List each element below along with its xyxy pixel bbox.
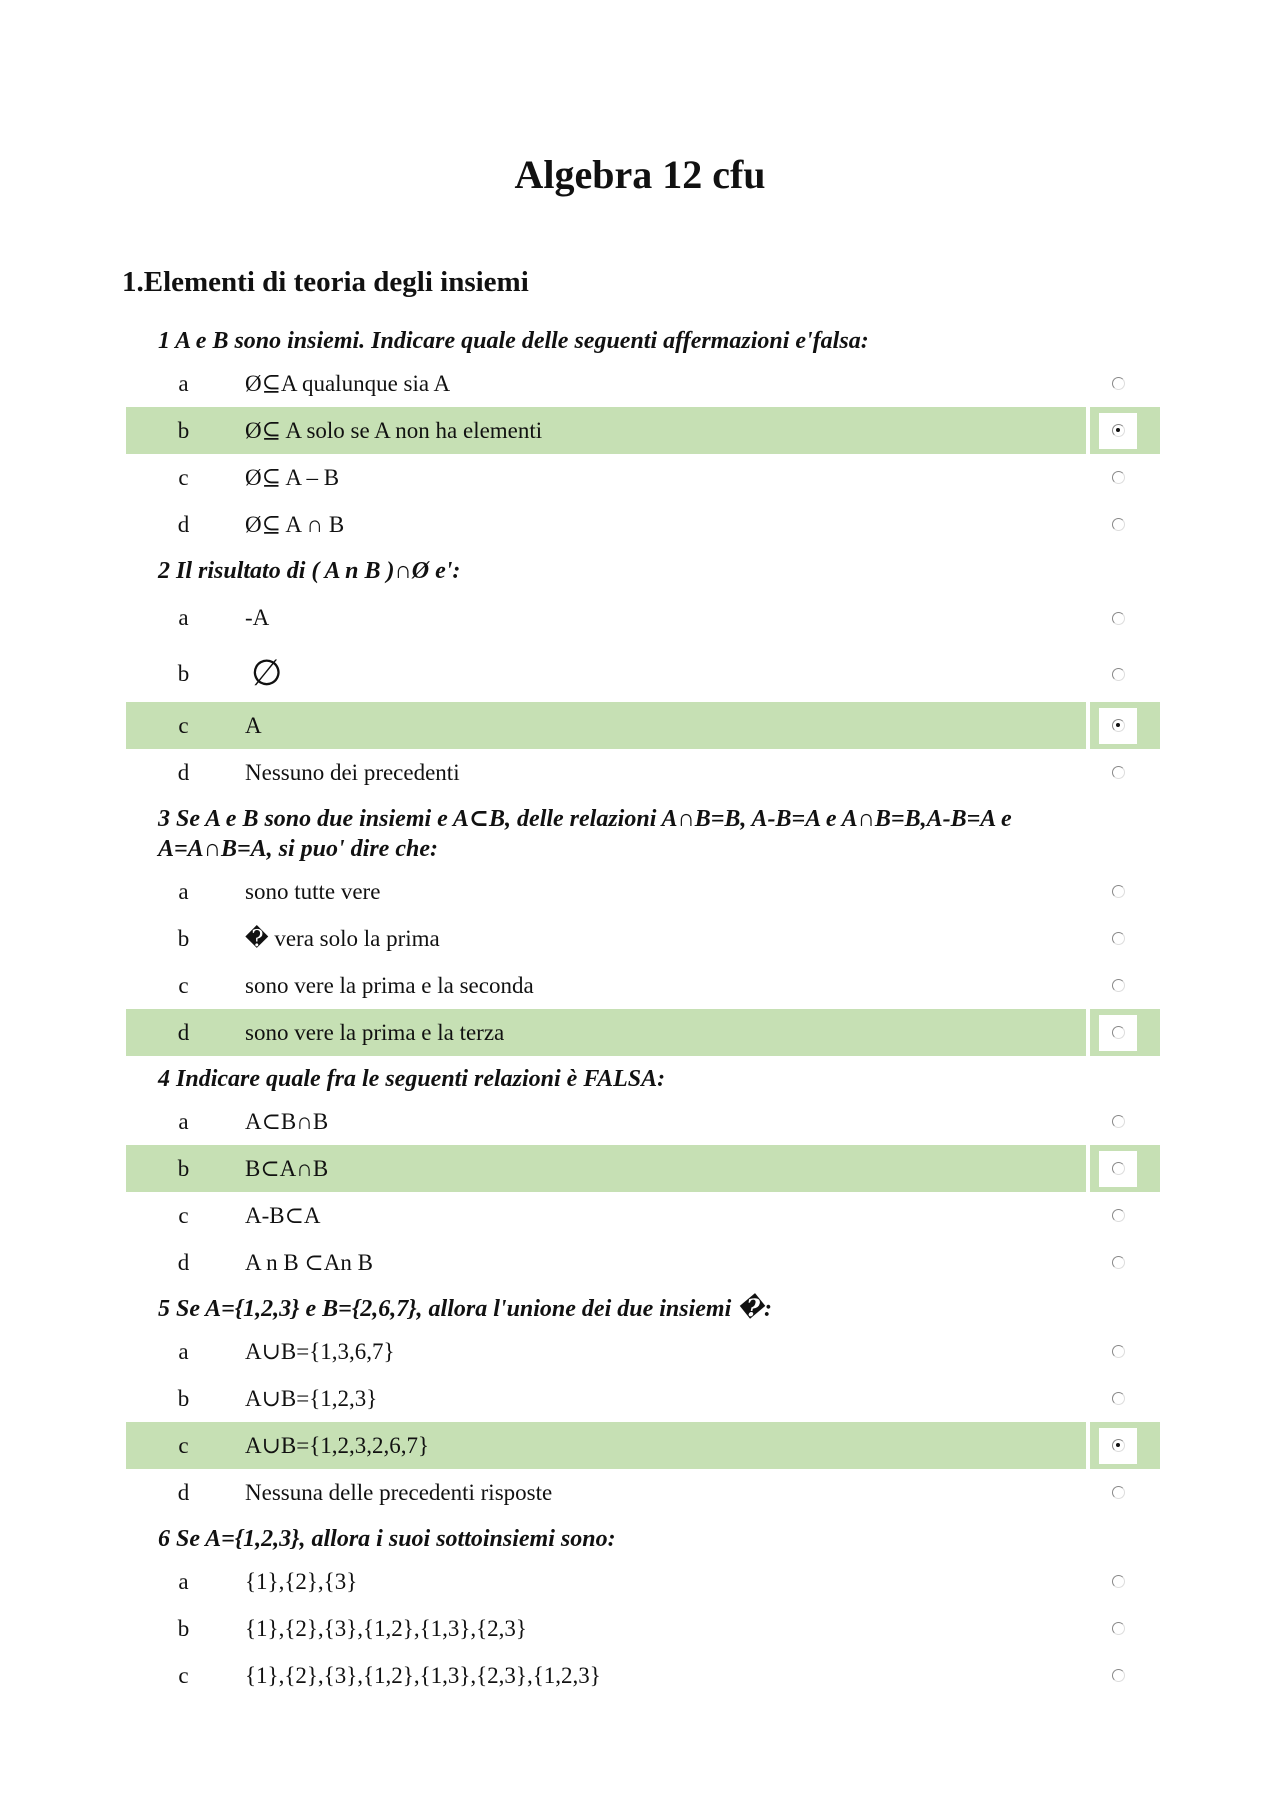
radio-cell	[1090, 1375, 1156, 1422]
option-row-d[interactable]	[126, 749, 1160, 796]
option-row-a[interactable]	[126, 360, 1160, 407]
radio-box	[1099, 874, 1137, 910]
option-letter: b	[177, 1385, 190, 1411]
radio-cell	[1090, 1192, 1156, 1239]
question-text: 3 Se A e B sono due insiemi e A⊂B, delle relazioni A∩B=B, A-B=A e A∩B=B,A-B=A e A=A∩B=A, si puo' dire che:	[158, 806, 1012, 862]
radio-box	[1099, 413, 1137, 449]
section-title: 1.Elementi di teoria degli insiemi	[122, 266, 529, 298]
radio-button[interactable]	[1112, 979, 1125, 992]
radio-button[interactable]	[1112, 377, 1125, 390]
option-row-a[interactable]	[126, 1558, 1160, 1605]
option-label: sono vere la prima e la seconda	[245, 972, 534, 998]
option-row-b[interactable]	[126, 1375, 1160, 1422]
radio-cell	[1090, 1145, 1156, 1192]
radio-box	[1099, 1104, 1137, 1140]
option-row-c[interactable]	[126, 1192, 1160, 1239]
radio-button[interactable]	[1112, 719, 1125, 732]
option-row-a[interactable]	[126, 1098, 1160, 1145]
radio-box	[1099, 1564, 1137, 1600]
radio-button[interactable]	[1112, 471, 1125, 484]
question-1	[0, 318, 1280, 548]
option-label: A n B ⊂An B	[245, 1249, 373, 1275]
option-label: A∪B={1,3,6,7}	[245, 1338, 395, 1364]
radio-button[interactable]	[1112, 1026, 1125, 1039]
option-row-a[interactable]	[126, 868, 1160, 915]
option-text	[241, 1328, 1086, 1375]
option-letter: d	[177, 1479, 190, 1505]
radio-button[interactable]	[1112, 1486, 1125, 1499]
radio-button[interactable]	[1112, 1439, 1125, 1452]
option-letter: c	[178, 1432, 189, 1458]
option-row-b[interactable]	[126, 1605, 1160, 1652]
radio-box	[1099, 1611, 1137, 1647]
option-row-d[interactable]	[126, 1239, 1160, 1286]
option-text	[241, 501, 1086, 548]
option-letter: c	[178, 972, 189, 998]
radio-button[interactable]	[1112, 1115, 1125, 1128]
radio-cell	[1090, 1469, 1156, 1516]
option-text	[241, 915, 1086, 962]
question-5	[0, 1286, 1280, 1516]
option-text	[241, 1605, 1086, 1652]
radio-cell	[1090, 590, 1156, 646]
option-label: Ø⊆ A solo se A non ha elementi	[245, 417, 543, 443]
option-label: Ø⊆ A ∩ B	[245, 511, 345, 537]
option-text	[241, 1422, 1086, 1469]
option-letter: a	[178, 370, 189, 396]
option-text	[241, 360, 1086, 407]
option-text	[241, 1192, 1086, 1239]
question-4	[0, 1056, 1280, 1286]
option-letter: b	[177, 1155, 190, 1181]
radio-box	[1099, 1381, 1137, 1417]
option-row-c[interactable]	[126, 962, 1160, 1009]
radio-cell	[1090, 702, 1156, 749]
radio-box	[1099, 460, 1137, 496]
radio-button[interactable]	[1112, 1392, 1125, 1405]
empty-set-symbol: ∅	[251, 653, 283, 694]
option-letter: c	[178, 712, 189, 738]
radio-button[interactable]	[1112, 1345, 1125, 1358]
option-label: B⊂A∩B	[245, 1155, 329, 1181]
option-label: Ø⊆ A – B	[245, 464, 340, 490]
option-text	[241, 749, 1086, 796]
radio-button[interactable]	[1112, 932, 1125, 945]
radio-cell	[1090, 962, 1156, 1009]
radio-cell	[1090, 1009, 1156, 1056]
option-letter: b	[177, 661, 190, 686]
option-row-b[interactable]	[126, 915, 1160, 962]
option-letter: d	[177, 1019, 190, 1045]
option-letter: b	[177, 1615, 190, 1641]
option-letter: a	[178, 1338, 189, 1364]
option-letter: b	[177, 417, 190, 443]
radio-box	[1099, 1015, 1137, 1051]
option-text	[241, 1239, 1086, 1286]
question-6	[0, 1516, 1280, 1699]
option-text	[241, 590, 1086, 646]
option-text	[241, 1558, 1086, 1605]
option-letter: c	[178, 1202, 189, 1228]
radio-button[interactable]	[1112, 885, 1125, 898]
option-text	[241, 1145, 1086, 1192]
radio-box	[1099, 1334, 1137, 1370]
option-label: A∪B={1,2,3}	[245, 1385, 378, 1411]
option-label: {1},{2},{3},{1,2},{1,3},{2,3}	[245, 1615, 527, 1641]
radio-cell	[1090, 1328, 1156, 1375]
radio-cell	[1090, 1558, 1156, 1605]
option-letter: a	[178, 605, 189, 630]
radio-cell	[1090, 1239, 1156, 1286]
radio-button[interactable]	[1112, 668, 1125, 681]
radio-button[interactable]	[1112, 1669, 1125, 1682]
option-label: A⊂B∩B	[245, 1108, 329, 1134]
question-list	[0, 318, 1280, 1699]
radio-button[interactable]	[1112, 1209, 1125, 1222]
option-row-c[interactable]	[126, 1422, 1160, 1469]
question-2	[0, 548, 1280, 796]
option-row-c[interactable]	[126, 702, 1160, 749]
radio-cell	[1090, 1422, 1156, 1469]
radio-box	[1099, 755, 1137, 791]
radio-cell	[1090, 1652, 1156, 1699]
option-text	[241, 962, 1086, 1009]
radio-button[interactable]	[1112, 1575, 1125, 1588]
radio-cell	[1090, 501, 1156, 548]
option-label: sono vere la prima e la terza	[245, 1019, 505, 1045]
option-label: Ø⊆A qualunque sia A	[245, 370, 451, 396]
option-label: Nessuno dei precedenti	[245, 759, 460, 785]
option-row-a[interactable]	[126, 590, 1160, 646]
radio-box	[1099, 1428, 1137, 1464]
option-text	[241, 868, 1086, 915]
option-text	[241, 1469, 1086, 1516]
radio-cell	[1090, 646, 1156, 702]
option-label: sono tutte vere	[245, 878, 381, 904]
option-text	[241, 702, 1086, 749]
radio-cell	[1090, 1605, 1156, 1652]
question-text: 1 A e B sono insiemi. Indicare quale delle seguenti affermazioni e'falsa:	[158, 328, 869, 354]
radio-button[interactable]	[1112, 518, 1125, 531]
radio-box	[1099, 708, 1137, 744]
question-text: 2 Il risultato di ( A n B )∩Ø e':	[158, 558, 461, 584]
radio-box	[1099, 921, 1137, 957]
option-text	[241, 454, 1086, 501]
option-row-d[interactable]	[126, 1009, 1160, 1056]
option-letter: d	[177, 759, 190, 785]
option-label: -A	[245, 605, 270, 630]
radio-button[interactable]	[1112, 424, 1125, 437]
radio-box	[1099, 1475, 1137, 1511]
option-label: � vera solo la prima	[245, 925, 440, 951]
question-text: 6 Se A={1,2,3}, allora i suoi sottoinsiemi sono:	[158, 1526, 616, 1552]
radio-button[interactable]	[1112, 1256, 1125, 1269]
radio-box	[1099, 600, 1137, 636]
question-text: 5 Se A={1,2,3} e B={2,6,7}, allora l'unione dei due insiemi �:	[158, 1296, 772, 1322]
option-label: A	[245, 712, 262, 738]
option-text	[241, 646, 1086, 702]
radio-box	[1099, 1151, 1137, 1187]
option-text	[241, 407, 1086, 454]
option-row-d[interactable]	[126, 501, 1160, 548]
option-label: A-B⊂A	[245, 1202, 321, 1228]
option-row-a[interactable]	[126, 1328, 1160, 1375]
option-label: {1},{2},{3}	[245, 1568, 358, 1594]
option-row-b[interactable]	[126, 646, 1160, 702]
option-text	[241, 1098, 1086, 1145]
radio-box	[1099, 1245, 1137, 1281]
radio-cell	[1090, 868, 1156, 915]
radio-cell	[1090, 407, 1156, 454]
option-text	[241, 1652, 1086, 1699]
radio-button[interactable]	[1112, 612, 1125, 625]
option-text	[241, 1009, 1086, 1056]
radio-cell	[1090, 1098, 1156, 1145]
option-letter: b	[177, 925, 190, 951]
option-label: A∪B={1,2,3,2,6,7}	[245, 1432, 430, 1458]
option-letter: c	[178, 464, 189, 490]
radio-box	[1099, 656, 1137, 692]
option-letter: a	[178, 1568, 189, 1594]
option-label: {1},{2},{3},{1,2},{1,3},{2,3},{1,2,3}	[245, 1662, 601, 1688]
option-row-c[interactable]	[126, 454, 1160, 501]
radio-box	[1099, 968, 1137, 1004]
option-row-b[interactable]	[126, 407, 1160, 454]
option-row-d[interactable]	[126, 1469, 1160, 1516]
radio-button[interactable]	[1112, 766, 1125, 779]
radio-cell	[1090, 749, 1156, 796]
radio-box	[1099, 507, 1137, 543]
option-letter: d	[177, 511, 190, 537]
radio-box	[1099, 1198, 1137, 1234]
question-text: 4 Indicare quale fra le seguenti relazioni è FALSA:	[158, 1066, 666, 1092]
option-letter: a	[178, 878, 189, 904]
option-letter: a	[178, 1108, 189, 1134]
radio-box	[1099, 366, 1137, 402]
radio-cell	[1090, 360, 1156, 407]
radio-cell	[1090, 915, 1156, 962]
option-letter: d	[177, 1249, 190, 1275]
radio-box	[1099, 1658, 1137, 1694]
option-row-c[interactable]	[126, 1652, 1160, 1699]
option-letter: c	[178, 1662, 189, 1688]
radio-button[interactable]	[1112, 1162, 1125, 1175]
option-label: Nessuna delle precedenti risposte	[245, 1479, 553, 1505]
radio-button[interactable]	[1112, 1622, 1125, 1635]
question-3	[0, 796, 1280, 1056]
radio-cell	[1090, 454, 1156, 501]
document-title: Algebra 12 cfu	[514, 152, 766, 197]
option-row-b[interactable]	[126, 1145, 1160, 1192]
option-text	[241, 1375, 1086, 1422]
